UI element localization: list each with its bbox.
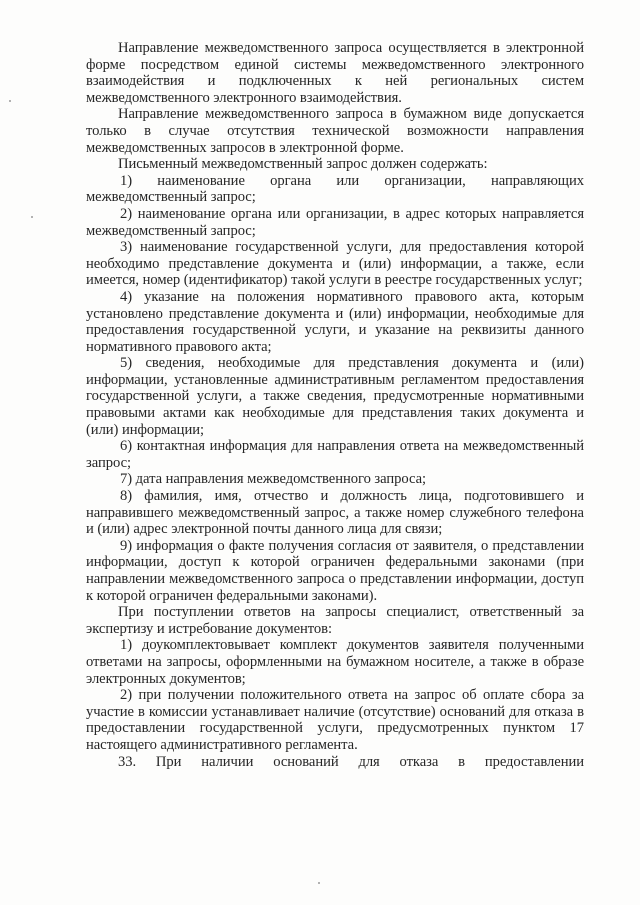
scan-speck — [9, 100, 11, 102]
scan-speck — [318, 882, 320, 884]
list-item-1: 1) наименование органа или организации, направляющих межведомственный запрос; — [86, 172, 584, 206]
list-item-6: 6) контактная информация для направления ответа на межведомственный запрос; — [86, 438, 584, 471]
list-item-7: 7) дата направления межведомственного запроса; — [120, 471, 427, 488]
list-item-9: 9) информация о факте получения согласия от заявителя, о представлении информации, доступ к которой ограничен федеральными законами (при направлении межведомственного запроса о представлении информации, доступ к которой ограничен федеральными законами). — [86, 537, 584, 604]
list-item-8: 8) фамилия, имя, отчество и должность лица, подготовившего и направившего межведомственный запрос, а также номер служебного телефона и (или) адрес электронной почты данного лица для связи; — [86, 488, 584, 538]
paragraph-responses-intro: При поступлении ответов на запросы специалист, ответственный за экспертизу и истребование документов: — [86, 604, 584, 637]
response-item-1: 1) доукомплектовывает комплект документов заявителя полученными ответами на запросы, оформленными на бумажном носителе, а также в образе электронных документов; — [86, 637, 584, 687]
paragraph-request-contents-intro: Письменный межведомственный запрос должен содержать: — [118, 156, 488, 173]
list-item-5: 5) сведения, необходимые для представления документа и (или) информации, установленные административным регламентом предоставления государственной услуги, а также сведения, предусмотренные нормативными правовыми актами как необходимые для представления таких документа и (или) информации; — [86, 355, 584, 438]
document-body — [86, 40, 584, 770]
paragraph-electronic-form: Направление межведомственного запроса осуществляется в электронной форме посредством единой системы межведомственного электронного взаимодействия и подключенных к ней региональных систем межведомственного электронного взаимодействия. — [86, 40, 584, 106]
list-item-4: 4) указание на положения нормативного правового акта, которым установлено представление документа и (или) информации, необходимые для предоставления государственной услуги, и указание на реквизиты данного нормативного правового акта; — [86, 288, 584, 355]
paragraph-paper-form: Направление межведомственного запроса в бумажном виде допускается только в случае отсутствия технической возможности направления межведомственных запросов в электронной форме. — [86, 106, 584, 156]
list-item-3: 3) наименование государственной услуги, для предоставления которой необходимо представление документа и (или) информации, а также, если имеется, номер (идентификатор) такой услуги в реестре государственных услуг; — [86, 239, 584, 289]
paragraph-33: 33. При наличии оснований для отказа в предоставлении — [118, 753, 584, 770]
list-item-2: 2) наименование органа или организации, в адрес которых направляется межведомственный запрос; — [86, 205, 584, 239]
response-item-2: 2) при получении положительного ответа на запрос об оплате сбора за участие в комиссии устанавливает наличие (отсутствие) оснований для отказа в предоставлении государственной услуги, предусмотренных пунктом 17 настоящего административного регламента. — [86, 687, 584, 753]
scan-speck — [31, 216, 33, 218]
